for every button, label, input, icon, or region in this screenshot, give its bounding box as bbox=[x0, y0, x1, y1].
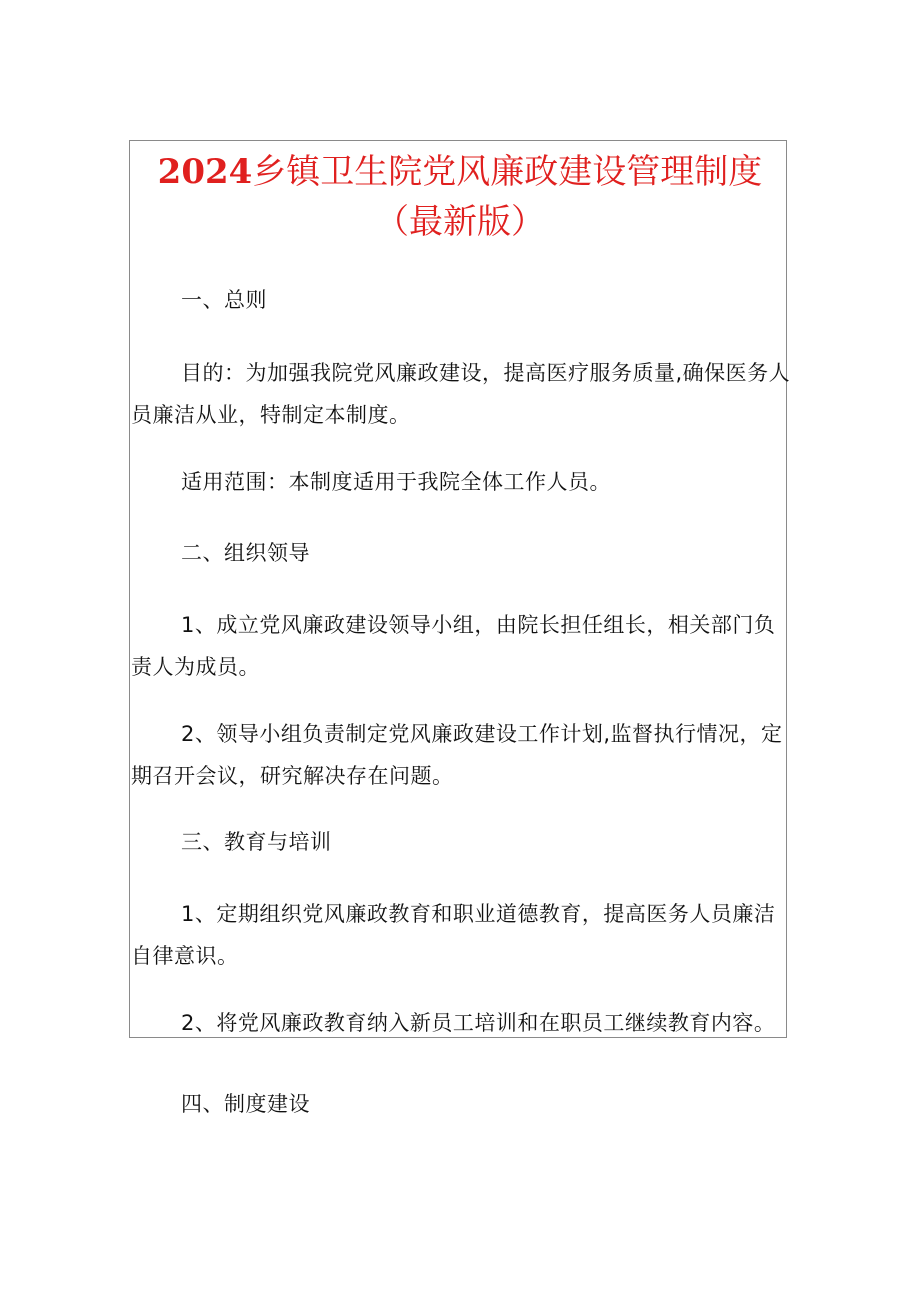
section-heading-2: 二、组织领导 bbox=[181, 541, 310, 565]
title-year: 2024 bbox=[157, 152, 253, 192]
document-subtitle: （最新版） bbox=[375, 202, 545, 242]
title-text: 乡镇卫生院党风廉政建设管理制度 bbox=[252, 152, 763, 192]
paragraph-org-1: 1、成立党风廉政建设领导小组，由院长担任组长，相关部门负责人为成员。 bbox=[131, 613, 776, 679]
section-heading-3: 三、教育与培训 bbox=[181, 830, 332, 854]
paragraph-org-2: 2、领导小组负责制定党风廉政建设工作计划,监督执行情况，定期召开会议，研究解决存在问题。 bbox=[131, 722, 783, 788]
document-title bbox=[129, 150, 791, 194]
section-heading-4: 四、制度建设 bbox=[181, 1092, 310, 1116]
paragraph-edu-2: 2、将党风廉政教育纳入新员工培训和在职员工继续教育内容。 bbox=[181, 1011, 776, 1035]
paragraph-purpose: 目的：为加强我院党风廉政建设，提高医疗服务质量,确保医务人员廉洁从业，特制定本制度。 bbox=[131, 361, 791, 427]
paragraph-scope: 适用范围：本制度适用于我院全体工作人员。 bbox=[181, 470, 611, 494]
section-heading-1: 一、总则 bbox=[181, 288, 267, 312]
paragraph-edu-1: 1、定期组织党风廉政教育和职业道德教育，提高医务人员廉洁自律意识。 bbox=[131, 902, 776, 968]
